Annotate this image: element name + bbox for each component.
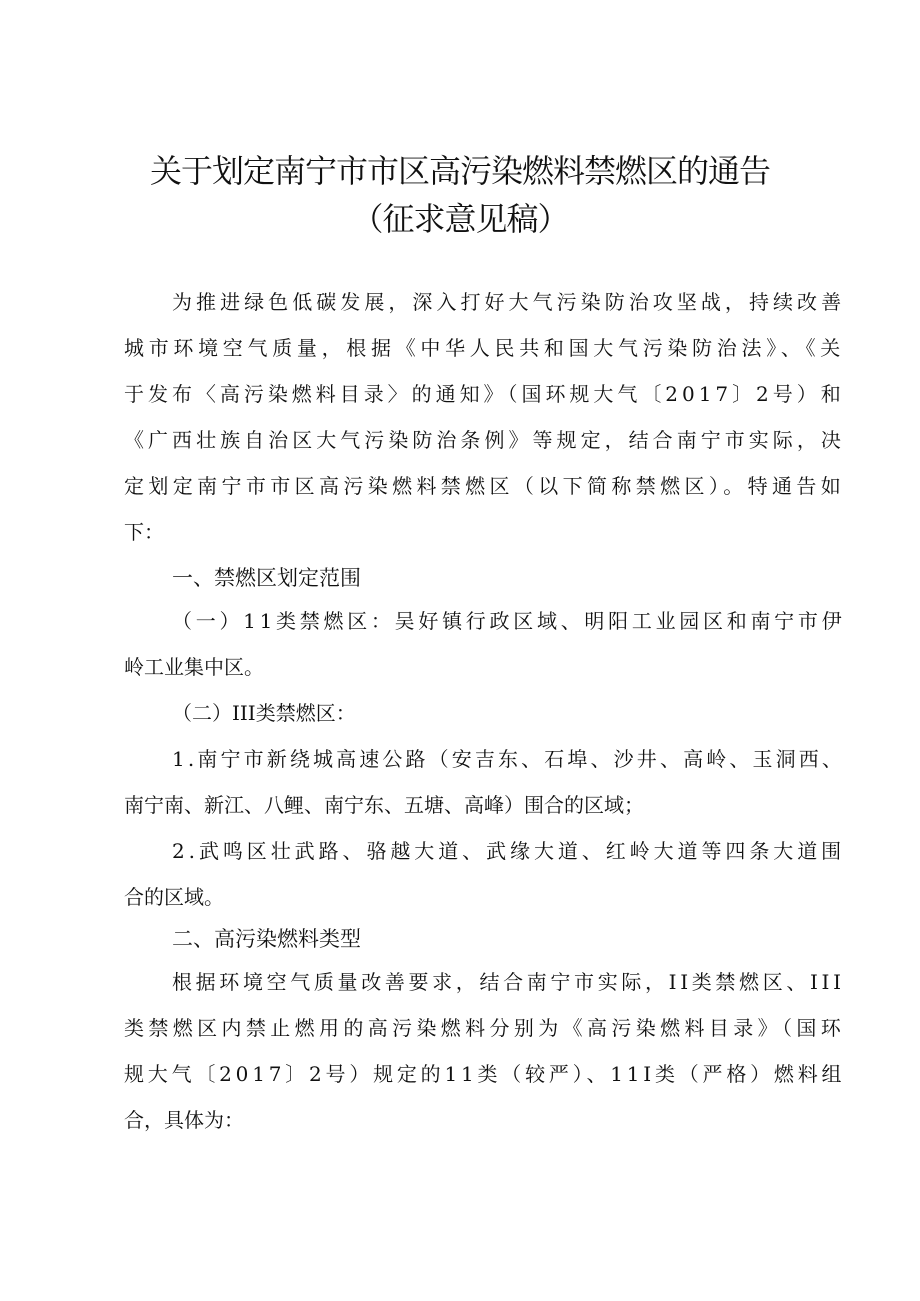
intro-line: 定划定南宁市市区高污染燃料禁燃区（以下简称禁燃区）。特通告如 <box>124 474 846 498</box>
fuel-types-line: 类禁燃区内禁止燃用的高污染燃料分别为《高污染燃料目录》（国环 <box>124 1016 846 1040</box>
scope-subitem-1-cont: 南宁南、新江、八鲤、南宁东、五塘、高峰）围合的区域； <box>124 793 644 817</box>
scope-item-1: （一）11类禁燃区：吴好镇行政区域、明阳工业园区和南宁市伊 <box>172 609 846 633</box>
intro-line: 下： <box>124 520 164 544</box>
section-heading-fuel-types: 二、高污染燃料类型 <box>172 927 361 951</box>
scope-subitem-2: 2.武鸣区壮武路、骆越大道、武缘大道、红岭大道等四条大道围 <box>172 839 846 863</box>
scope-subitem-1: 1.南宁市新绕城高速公路（安吉东、石埠、沙井、高岭、玉洞西、 <box>172 747 845 771</box>
scope-item-2: （二）III类禁燃区： <box>172 701 356 725</box>
intro-line: 为推进绿色低碳发展，深入打好大气污染防治攻坚战，持续改善 <box>172 290 846 314</box>
intro-line: 城市环境空气质量，根据《中华人民共和国大气污染防治法》、《关 <box>124 336 845 360</box>
document-subtitle: （征求意见稿） <box>351 200 569 238</box>
fuel-types-line: 规大气〔2017〕2号）规定的11类（较严）、11I类（严格）燃料组 <box>124 1062 846 1086</box>
scope-item-1-cont: 岭工业集中区。 <box>124 655 264 679</box>
fuel-types-line: 根据环境空气质量改善要求，结合南宁市实际，II类禁燃区、III <box>172 970 845 994</box>
scope-subitem-2-cont: 合的区域。 <box>124 885 224 909</box>
intro-line: 于发布〈高污染燃料目录〉的通知》（国环规大气〔2017〕2号）和 <box>124 382 845 406</box>
intro-line: 《广西壮族自治区大气污染防治条例》等规定，结合南宁市实际，决 <box>124 428 845 452</box>
fuel-types-line: 合，具体为： <box>124 1108 244 1132</box>
section-heading-scope: 一、禁燃区划定范围 <box>172 566 361 590</box>
document-title: 关于划定南宁市市区高污染燃料禁燃区的通告 <box>149 152 770 190</box>
